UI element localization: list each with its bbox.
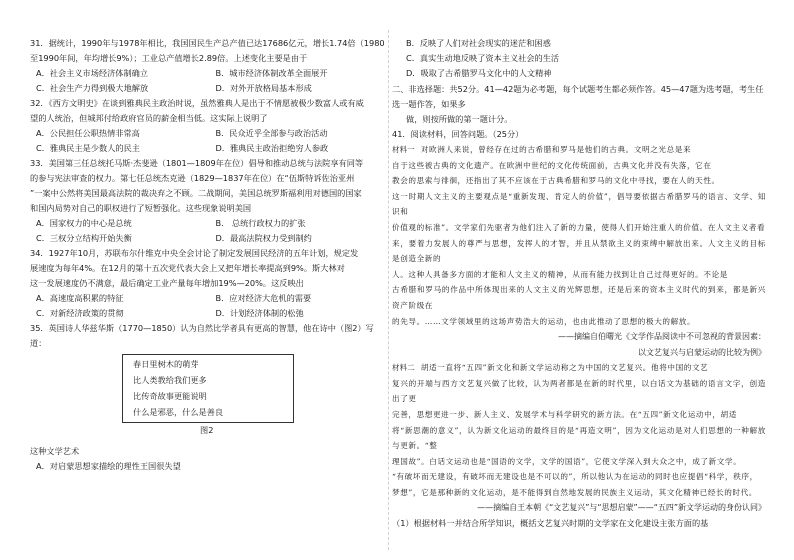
option-b[interactable]: B．民众近乎全部参与政治活动 bbox=[215, 128, 328, 138]
option-a[interactable]: A．国家权力的中心是总统 bbox=[36, 218, 132, 228]
material-text-line: 胡适一直将“五四”新文化和新文学运动称之为中国的文艺复兴。他将中国的文艺 bbox=[420, 363, 709, 373]
sub-question-1: （1）根据材料一并结合所学知识，概括文艺复兴时期的文学家在文化建设主张方面的基 bbox=[392, 517, 709, 528]
material-source: ——摘编自王本朝《“文艺复兴”与“思想启蒙”——“五四”新文学运动的身份认同》 bbox=[477, 503, 766, 513]
material-one bbox=[392, 142, 766, 329]
question-35-continued bbox=[392, 36, 766, 81]
material-source: ——摘编自伯曙光《文学作品阅读中不可忽视的背景因素： bbox=[558, 332, 766, 342]
option-d[interactable]: D．最高法院权力受到制约 bbox=[215, 233, 312, 243]
question-stem-line: 34．1927年10月，苏联布尔什维克中央全会讨论了制定发展国民经济的五年计划，规定发 bbox=[30, 248, 359, 258]
question-stem-line: ”一案中公然将美国最高法院的裁决弃之不顾。二战期间，美国总统罗斯福利用对德国的国家 bbox=[30, 188, 362, 198]
figure-caption: 图2 bbox=[200, 425, 214, 435]
question-stem-line: 31．据统计，1990年与1978年相比，我国国民生产总产值已达17686亿元，增长1.74倍（1980 bbox=[30, 38, 385, 48]
material-text-line: “有破坏而无建设，有破坏而无建设也是不可以的”，所以他认为在运动的同时也应提倡“科学，秩序， bbox=[392, 472, 758, 482]
material-label: 材料二 bbox=[392, 363, 415, 373]
column-divider bbox=[388, 30, 389, 550]
material-text-line: 将“新思潮的意义”，认为新文化运动的最终目的是“再造文明”，因为文化运动是对人们思想的一种解放与更新。“整 bbox=[392, 425, 766, 451]
options-grid bbox=[30, 126, 385, 156]
option-b[interactable]: B．反映了人们对社会现实的迷茫和困惑 bbox=[406, 38, 551, 48]
option-a[interactable]: A．对启蒙思想家描绘的理性王国很失望 bbox=[36, 461, 181, 471]
material-text-line: 来，要着力发展人的尊严与思想，发挥人的才智，并且从禁欲主义的束缚中解放出来。人文主义的目标是创造全新的 bbox=[392, 238, 766, 264]
option-d[interactable]: D．对外开放格局基本形成 bbox=[215, 83, 312, 93]
options-grid bbox=[30, 291, 385, 321]
question-stem-line: 和国内局势对自己的职权进行了短暂强化。这些现象说明美国 bbox=[30, 203, 252, 213]
material-text-line: 完善，思想更进一步、新人主义、发展学术与科学研究的新方法。在“五四”新文化运动中，胡适 bbox=[392, 409, 737, 419]
options-grid bbox=[30, 66, 385, 96]
material-text-line: 梦想”，它是那种新的文化运动，是不能得到自然地发展的民族主义运动，其文化精神已经长的时代。 bbox=[392, 487, 758, 497]
poem-line: 春日里树木的萌芽 bbox=[133, 359, 199, 369]
option-a[interactable]: A．高速度高积累的特征 bbox=[36, 293, 124, 303]
material-text-line: 的先导。……文学领域里的这场声势浩大的运动，也由此推动了思想的极大的解放。 bbox=[392, 316, 696, 326]
options-grid bbox=[30, 216, 385, 246]
question-41 bbox=[392, 127, 766, 531]
right-column bbox=[392, 36, 766, 531]
option-c[interactable]: C．三权分立结构开始失衡 bbox=[36, 233, 132, 243]
question-stem-line: 32．《西方文明史》在谈到雅典民主政治时说，虽然雅典人是出于不情愿被极少数富人或有威 bbox=[30, 98, 364, 108]
question-stem-line: 至1990年间，年均增长9%）；工业总产值增长2.89倍。上述变化主要是由于 bbox=[30, 53, 308, 63]
section-line: 做，则按所做的第一题计分。 bbox=[406, 114, 513, 124]
material-text-line: 对欧洲人来说，曾经存在过的古希腊和罗马是他们的古典。文明之光总是来 bbox=[420, 145, 692, 154]
question-32 bbox=[30, 96, 385, 156]
option-c[interactable]: C．社会生产力得到极大地解放 bbox=[36, 83, 149, 93]
question-lead: 这种文学艺术 bbox=[30, 446, 80, 456]
question-stem-line: 望的人统治，但城邦付给政府官员的薪金相当低。这实际上说明了 bbox=[30, 113, 268, 123]
poem-line: 什么是邪恶，什么是善良 bbox=[133, 407, 224, 417]
question-stem-line: 这一发展速度仍不满意，最后确定工业产量每年增加19%—20%。这反映出 bbox=[30, 278, 304, 288]
option-d[interactable]: D．吸取了古希腊罗马文化中的人文精神 bbox=[406, 68, 552, 78]
question-34 bbox=[30, 246, 385, 321]
question-stem-line: 展速度为每年4%。在12月的第十五次党代表大会上又把年增长率提高到9%。斯大林对 bbox=[30, 263, 345, 273]
question-31 bbox=[30, 36, 385, 96]
option-b[interactable]: B．应对经济大危机的需要 bbox=[215, 293, 312, 303]
material-text-line: 古希腊和罗马的作品中所体现出来的人文主义的光辉思想，还是后来的资本主义时代的到来，都是新兴资产阶级在 bbox=[392, 285, 766, 310]
material-two bbox=[392, 360, 766, 500]
question-35 bbox=[30, 321, 385, 474]
material-text-line: 复兴的开端与西方文艺复兴做了比较，认为两者都是在新的时代里，以白话文为基础的语言文字，创造出了更 bbox=[392, 378, 766, 404]
question-stem-line: 33．美国第三任总统托马斯·杰斐逊（1801—1809年在位）倡导和推动总统与法院享有同等 bbox=[30, 158, 364, 168]
option-c[interactable]: C．雅典民主是少数人的民主 bbox=[36, 143, 140, 153]
section-line: 二、非选择题：共52分。41—42题为必考题，每个试题考生都必须作答。45—47题为选考题，考生任选一题作答，如果多 bbox=[392, 84, 764, 109]
material-text-line: 理国故”。白话文运动也是“国语的文学，文学的国语”，它使文学深入到大众之中，成了新文学。 bbox=[392, 456, 742, 466]
question-stem-line: 35．英国诗人华兹华斯（1770—1850）认为自然比学者具有更高的智慧，他在诗中（图2）写道： bbox=[30, 323, 374, 348]
option-c[interactable]: C．真实生动地反映了资本主义社会的生活 bbox=[406, 53, 560, 63]
material-text-line: 教会的思索与徘徊，还指出了其不应该在于古典希腊和罗马的文化中寻找，要在人的天性。 bbox=[392, 176, 720, 186]
question-33 bbox=[30, 156, 385, 246]
section-two-heading bbox=[392, 82, 766, 127]
option-a[interactable]: A．社会主义市场经济体制确立 bbox=[36, 68, 149, 78]
option-d[interactable]: D．计划经济体制的松弛 bbox=[215, 308, 304, 318]
option-a[interactable]: A．公民担任公职热情非常高 bbox=[36, 128, 140, 138]
option-b[interactable]: B．城市经济体制改革全面展开 bbox=[215, 68, 328, 78]
material-text-line: 人。这种人具备多方面的才能和人文主义的精神，从而有能力找到让自己过得更好的。不论是 bbox=[392, 269, 728, 279]
material-source: 以文艺复兴与启蒙运动的比较为例》 bbox=[638, 347, 766, 357]
material-text-line: 价值观的标准”。文学家们先驱者为他们注入了新的力量，使得人们开始注重人的价值。在人文主义者看 bbox=[392, 222, 766, 232]
option-c[interactable]: C．对新经济政策的贯彻 bbox=[36, 308, 124, 318]
question-stem-line: 的参与宪法审查的权力。第七任总统杰克逊（1829—1837年在位）在“伍斯特诉佐治亚州 bbox=[30, 173, 355, 183]
option-b[interactable]: B． 总统行政权力的扩张 bbox=[215, 218, 306, 228]
poem-line: 比人类教给我们更多 bbox=[133, 375, 207, 385]
option-d[interactable]: D．雅典民主政治拒绝穷人参政 bbox=[215, 143, 329, 153]
poem-line: 比传奇故事更能说明 bbox=[133, 391, 207, 401]
poem-figure bbox=[122, 354, 294, 423]
question-heading: 41．阅读材料，回答问题。（25分） bbox=[392, 129, 524, 139]
material-text-line: 自于这些被古典的文化遗产。在欧洲中世纪的文化传统面前，古典文化并没有失落，它在 bbox=[392, 160, 712, 170]
material-label: 材料一 bbox=[392, 145, 415, 154]
left-column bbox=[30, 36, 385, 474]
material-text-line: 这一时期人文主义的主要观点是“重新发现、肯定人的价值”，倡导要依据古希腊罗马的语言、文学、知识和 bbox=[392, 191, 766, 217]
